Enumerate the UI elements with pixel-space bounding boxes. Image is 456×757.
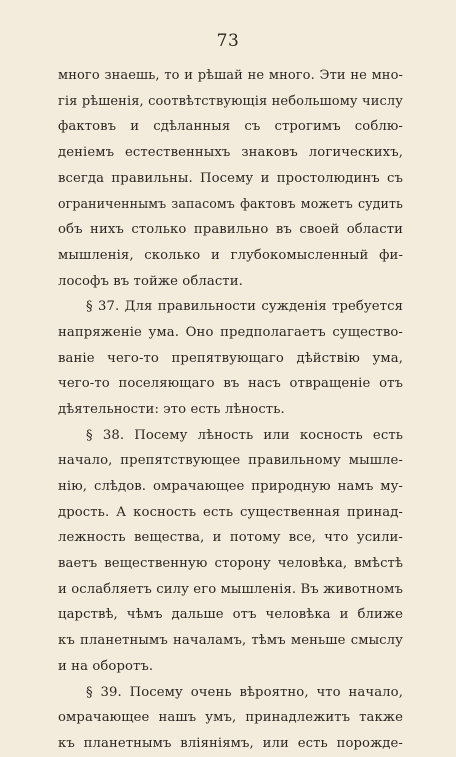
text-line: мышленія, сколько и глубокомысленный фи- [58, 247, 403, 263]
text-line: омрачающее нашъ умъ, принадлежитъ также [58, 710, 403, 726]
text-line: фактовъ и сдѣланныя съ строгимъ соблю- [58, 119, 403, 135]
text-line: ограниченнымъ запасомъ фактовъ можетъ судить [58, 196, 403, 212]
page-number: 73 [216, 31, 240, 51]
text-line: ваніе чего-то препятвующаго дѣйствію ума, [58, 350, 403, 366]
text-line: чего-то поселяющаго въ насъ отвращеніе отъ [58, 376, 403, 392]
text-line: деніемъ естественныхъ знаковъ логическихъ, [58, 145, 403, 161]
text-line: къ планетнымъ вліяніямъ, или есть порожде- [58, 735, 403, 751]
paragraph-start-line: § 39. Посему очень вѣроятно, что начало, [86, 684, 403, 700]
text-line: начало, препятствующее правильному мышле- [58, 453, 403, 469]
text-line: нію, слѣдов. омрачающее природную намъ му- [58, 479, 403, 494]
text-line: гія рѣшенія, соотвѣтствующія небольшому числу [58, 93, 403, 109]
text-line: ваетъ вещественную сторону человѣка, вмѣстѣ [58, 556, 403, 572]
text-line: много знаешь, то и рѣшай не много. Эти не мно- [58, 68, 403, 83]
paragraph-start-line: § 37. Для правильности сужденія требуется [86, 299, 403, 315]
text-line: всегда правильны. Посему и простолюдинъ съ [58, 170, 403, 186]
text-line: къ планетнымъ началамъ, тѣмъ меньше смыслу [58, 633, 403, 649]
text-line: и на оборотъ. [58, 658, 154, 674]
text-line: и ослабляетъ силу его мышленія. Въ животномъ [58, 581, 403, 597]
text-line: царствѣ, чѣмъ дальше отъ человѣка и ближе [58, 607, 403, 623]
text-line: напряженіе ума. Оно предполагаетъ существо- [58, 324, 403, 340]
body-text [58, 63, 403, 757]
text-line: лежность вещества, и потому все, что усили- [58, 530, 403, 546]
text-line: объ нихъ столько правильно въ своей области [58, 222, 403, 238]
text-line: дрость. А косность есть существенная принад- [58, 504, 403, 520]
paragraph-start-line: § 38. Посему лѣность или косность есть [86, 427, 403, 443]
text-line: дѣятельности: это есть лѣность. [58, 401, 285, 417]
text-line: лософъ въ тойже области. [58, 273, 243, 289]
